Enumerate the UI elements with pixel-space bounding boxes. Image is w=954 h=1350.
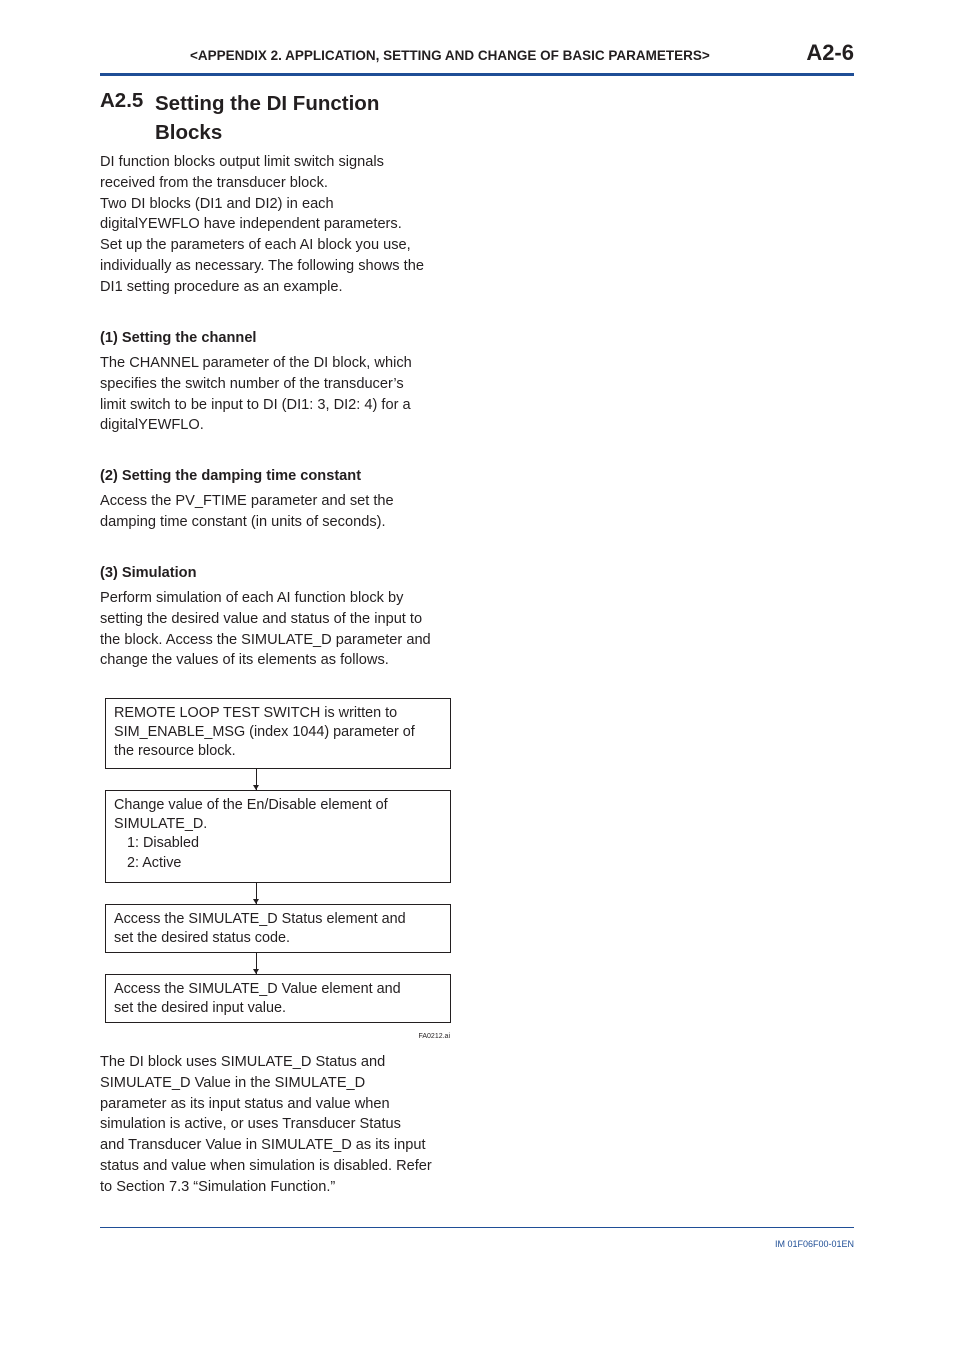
text-line: limit switch to be input to DI (DI1: 3, DI2: 4) for a bbox=[100, 396, 411, 413]
text-line: The CHANNEL parameter of the DI block, which bbox=[100, 355, 412, 371]
section-title-line: Blocks bbox=[155, 121, 223, 144]
figure-id: FA0212.ai bbox=[418, 1033, 450, 1040]
text-line: individually as necessary. The following shows the bbox=[100, 257, 424, 274]
text-line: change the values of its elements as follows. bbox=[100, 652, 389, 669]
text-line: received from the transducer block. bbox=[100, 174, 328, 191]
text-line: Two DI blocks (DI1 and DI2) in each bbox=[100, 195, 334, 212]
flowchart-step-2 bbox=[105, 790, 451, 883]
text-line: The DI block uses SIMULATE_D Status and bbox=[100, 1054, 386, 1070]
closing-paragraph bbox=[100, 1052, 460, 1198]
text-line: digitalYEWFLO have independent parameters. bbox=[100, 216, 402, 233]
text-line: to Section 7.3 “Simulation Function.” bbox=[100, 1178, 336, 1195]
header-rule bbox=[100, 73, 854, 76]
text-line: set the desired status code. bbox=[114, 930, 290, 947]
channel-paragraph bbox=[100, 353, 460, 436]
section-title-line: Setting the DI Function bbox=[155, 92, 380, 115]
subsection-heading-channel: (1) Setting the channel bbox=[100, 330, 257, 346]
section-number: A2.5 bbox=[100, 89, 144, 112]
text-line: SIMULATE_D. bbox=[114, 816, 208, 833]
text-line: Access the PV_FTIME parameter and set the bbox=[100, 493, 394, 509]
text-line: REMOTE LOOP TEST SWITCH is written to bbox=[114, 705, 398, 721]
text-line: Change value of the En/Disable element of bbox=[114, 797, 388, 813]
flowchart-arrow bbox=[256, 953, 257, 974]
text-line: Set up the parameters of each AI block you use, bbox=[100, 237, 411, 254]
text-line: the block. Access the SIMULATE_D parameter and bbox=[100, 631, 431, 648]
flowchart-step-1 bbox=[105, 698, 451, 769]
text-line: DI function blocks output limit switch signals bbox=[100, 154, 384, 170]
text-line: SIM_ENABLE_MSG (index 1044) parameter of bbox=[114, 724, 415, 741]
damping-paragraph bbox=[100, 491, 460, 533]
flowchart-arrow bbox=[256, 883, 257, 904]
header-title: <APPENDIX 2. APPLICATION, SETTING AND CHANGE OF BASIC PARAMETERS> bbox=[190, 48, 710, 63]
text-line: Access the SIMULATE_D Value element and bbox=[114, 981, 401, 997]
subsection-heading-damping: (2) Setting the damping time constant bbox=[100, 468, 362, 484]
simulation-paragraph bbox=[100, 588, 460, 671]
text-line: Perform simulation of each AI function block by bbox=[100, 590, 404, 606]
text-line: damping time constant (in units of seconds). bbox=[100, 513, 386, 530]
page-number: A2-6 bbox=[806, 40, 854, 65]
text-line: specifies the switch number of the transducer’s bbox=[100, 375, 404, 392]
footer-rule bbox=[100, 1227, 854, 1228]
text-line: DI1 setting procedure as an example. bbox=[100, 278, 343, 295]
text-line: 2: Active bbox=[127, 854, 182, 871]
section-title bbox=[155, 89, 379, 147]
flowchart-step-3 bbox=[105, 904, 451, 953]
text-line: the resource block. bbox=[114, 743, 236, 760]
text-line: set the desired input value. bbox=[114, 1000, 286, 1017]
flowchart-arrow bbox=[256, 769, 257, 790]
document-id: IM 01F06F00-01EN bbox=[774, 1239, 854, 1249]
text-line: simulation is active, or uses Transducer Status bbox=[100, 1116, 401, 1133]
text-line: digitalYEWFLO. bbox=[100, 417, 204, 434]
text-line: 1: Disabled bbox=[127, 835, 199, 852]
text-line: setting the desired value and status of the input to bbox=[100, 610, 423, 627]
text-line: parameter as its input status and value when bbox=[100, 1095, 390, 1112]
flowchart-step-4 bbox=[105, 974, 451, 1023]
subsection-heading-simulation: (3) Simulation bbox=[100, 565, 197, 581]
intro-paragraph bbox=[100, 152, 460, 298]
text-line: Access the SIMULATE_D Status element and bbox=[114, 911, 406, 927]
text-line: SIMULATE_D Value in the SIMULATE_D bbox=[100, 1074, 366, 1091]
text-line: and Transducer Value in SIMULATE_D as its input bbox=[100, 1137, 426, 1154]
text-line: status and value when simulation is disabled. Refer bbox=[100, 1157, 432, 1174]
